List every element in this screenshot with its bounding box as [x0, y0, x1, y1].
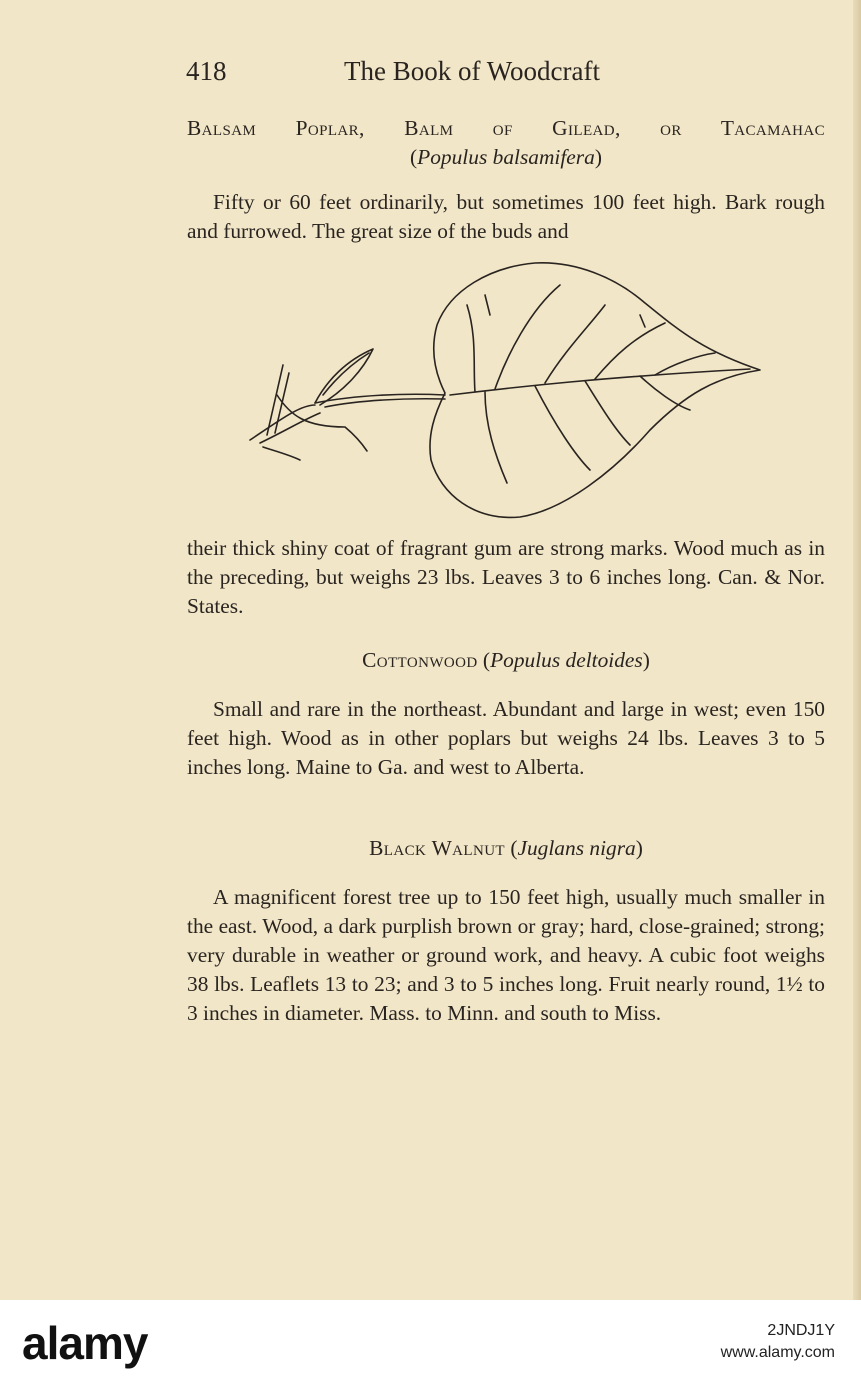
- image-id: 2JNDJ1Y: [767, 1322, 835, 1339]
- alamy-logo: alamy: [22, 1317, 148, 1369]
- scientific-name: Juglans nigra: [517, 836, 636, 860]
- page-header: [186, 52, 826, 92]
- entry-heading: Cottonwood: [362, 648, 478, 672]
- entry-heading-line: Black Walnut (Juglans nigra): [369, 836, 643, 860]
- scientific-name: Populus balsamifera: [417, 145, 595, 169]
- entry-paragraph: Fifty or 60 feet ordinarily, but sometimes 100 feet high. Bark rough and furrowed. The great size of the buds and: [187, 190, 825, 243]
- entry-black-walnut: [187, 834, 825, 1028]
- page-number: 418: [186, 56, 227, 86]
- entry-balsam-poplar: [187, 114, 825, 246]
- entry-scientific-line: (Populus balsamifera): [410, 145, 602, 169]
- poplar-leaf-illustration: [245, 255, 765, 523]
- watermark-bar: [0, 1300, 861, 1390]
- scientific-name: Populus deltoides: [490, 648, 643, 672]
- site-url: www.alamy.com: [720, 1344, 835, 1361]
- entry-paragraph: Small and rare in the northeast. Abundant and large in west; even 150 feet high. Wood as in other poplars but weighs 24 lbs. Leaves 3 to 5 inches long. Maine to Ga. and west to Alberta.: [187, 697, 825, 779]
- entry-heading: Black Walnut: [369, 836, 505, 860]
- running-title: The Book of Woodcraft: [344, 56, 601, 86]
- entry-balsam-poplar-continued: [187, 534, 825, 621]
- page-edge: [853, 0, 861, 1300]
- entry-heading-line: Cottonwood (Populus deltoides): [362, 648, 650, 672]
- watermark-info: [721, 1320, 835, 1364]
- entry-heading: Balsam Poplar, Balm of Gilead, or Tacamahac: [187, 116, 825, 140]
- entry-paragraph: their thick shiny coat of fragrant gum are strong marks. Wood much as in the preceding, but weighs 23 lbs. Leaves 3 to 6 inches long. Can. & Nor. States.: [187, 536, 825, 618]
- entry-cottonwood: [187, 646, 825, 782]
- entry-paragraph: A magnificent forest tree up to 150 feet high, usually much smaller in the east. Wood, a dark purplish brown or gray; hard, close-grained; strong; very durable in weather or ground work, and heavy. A cubic foot weighs 38 lbs. Leaflets 13 to 23; and 3 to 5 inches long. Fruit nearly round, 1½ to 3 inches in diameter. Mass. to Minn. and south to Miss.: [187, 885, 825, 1025]
